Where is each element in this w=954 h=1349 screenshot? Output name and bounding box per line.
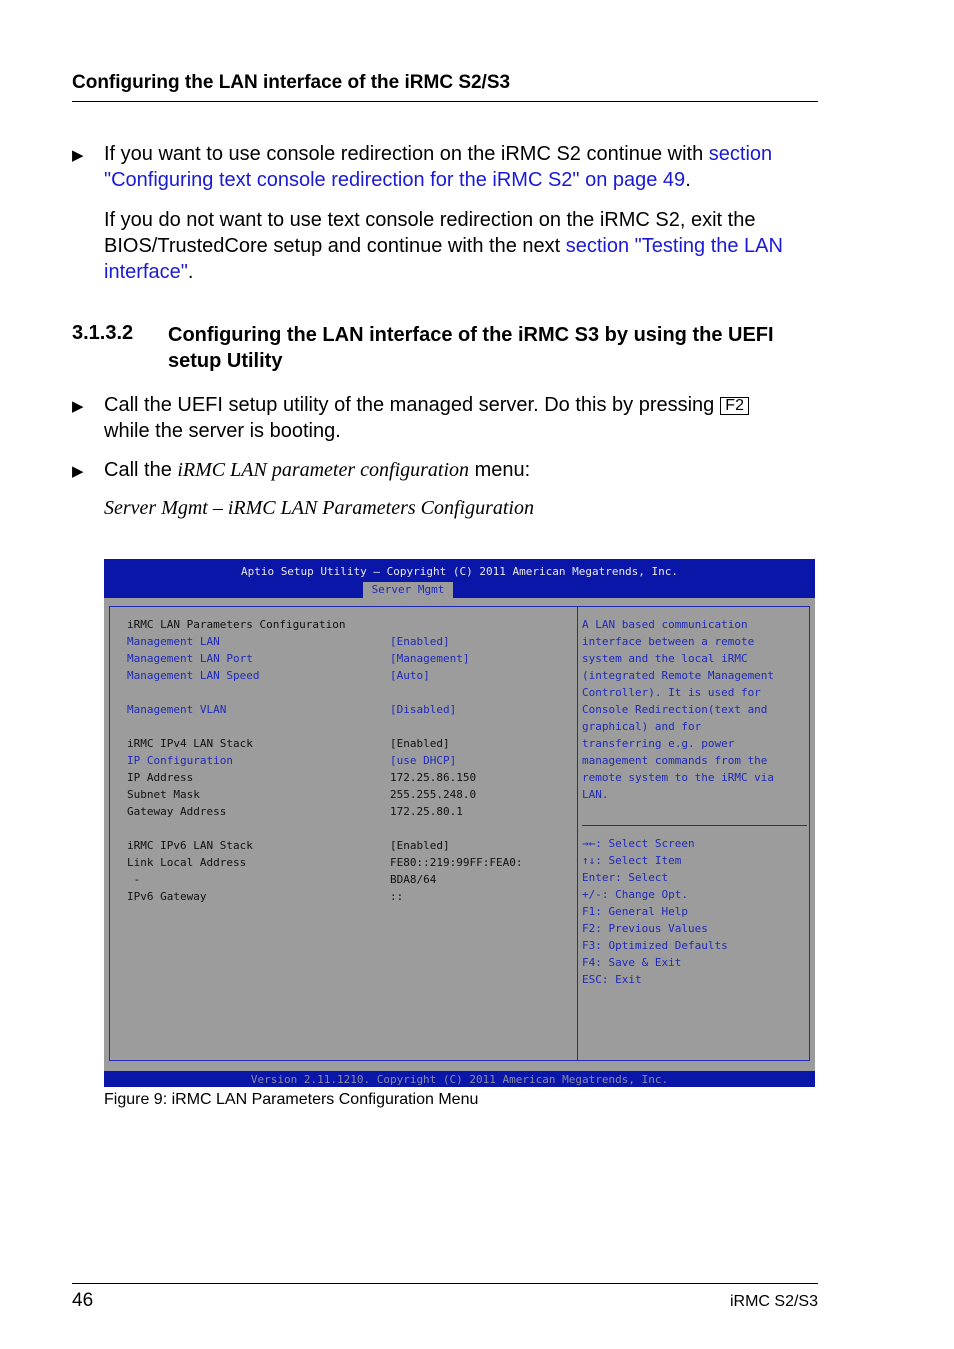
bios-version: Version 2.11.1210. Copyright (C) 2011 American Megatrends, Inc. — [250, 1073, 669, 1086]
bios-title-bar — [104, 559, 815, 598]
paragraph-console-redirection — [104, 141, 820, 193]
bios-setting-label[interactable]: Management LAN Port — [127, 652, 253, 665]
footer-rule — [72, 1283, 818, 1284]
figure-caption: Figure 9: iRMC LAN Parameters Configuration Menu — [104, 1091, 479, 1108]
bios-setting-value[interactable]: [Disabled] — [390, 703, 457, 716]
link-testing-lan-cont[interactable]: interface" — [104, 261, 188, 283]
bios-panel-divider — [577, 606, 578, 1061]
bios-status-bar — [104, 1071, 815, 1087]
para2-line1: If you do not want to use text console redirection on the iRMC S2, exit the — [104, 209, 756, 231]
bios-setting-label: - — [127, 873, 141, 886]
bios-setting-value[interactable]: [Auto] — [390, 669, 430, 682]
bullet-arrow-icon: ▶ — [72, 147, 84, 164]
bios-setting-value[interactable]: [Enabled] — [390, 635, 450, 648]
bios-help-line: Controller). It is used for — [582, 686, 761, 699]
bios-key-hint: ↑↓: Select Item — [582, 854, 682, 867]
bios-help-line: transferring e.g. power — [582, 737, 735, 750]
bios-setting-label: Subnet Mask — [127, 788, 200, 801]
menu-path: Server Mgmt – iRMC LAN Parameters Configuration — [104, 497, 534, 519]
para1-end: . — [685, 169, 691, 191]
bios-setting-label[interactable]: Management LAN — [127, 635, 220, 648]
bios-setting-value: 255.255.248.0 — [390, 788, 477, 801]
bios-screenshot — [104, 559, 815, 1087]
link-section-word[interactable]: section — [708, 143, 773, 165]
step-call-uefi — [104, 392, 820, 444]
bios-setting-label[interactable]: Management LAN Speed — [127, 669, 260, 682]
bios-key-hint: +/-: Change Opt. — [582, 888, 688, 901]
bios-key-hint: ESC: Exit — [582, 973, 642, 986]
bios-setting-label: iRMC IPv6 LAN Stack — [127, 839, 253, 852]
running-header-title: Configuring the LAN interface of the iRMC S2/S3 — [72, 72, 511, 93]
bios-help-line: LAN. — [582, 788, 609, 801]
step1-text2: while the server is booting. — [104, 420, 341, 442]
step2-menu-name: iRMC LAN parameter configuration — [177, 459, 470, 481]
bios-setting-label: Gateway Address — [127, 805, 227, 818]
bios-tab-server-mgmt[interactable]: Server Mgmt — [363, 582, 453, 598]
bios-key-hint: F4: Save & Exit — [582, 956, 682, 969]
bios-help-line: A LAN based communication — [582, 618, 748, 631]
bios-help-divider — [582, 825, 807, 826]
bios-key-hint: F1: General Help — [582, 905, 688, 918]
header-rule — [72, 101, 818, 102]
page-number: 46 — [72, 1290, 94, 1311]
bios-key-hint: Enter: Select — [582, 871, 669, 884]
bios-help-line: remote system to the iRMC via — [582, 771, 775, 784]
footer-product: iRMC S2/S3 — [729, 1293, 818, 1310]
step-call-menu — [104, 457, 820, 483]
paragraph-exit-bios — [104, 207, 820, 285]
bios-setting-value: 172.25.86.150 — [390, 771, 477, 784]
bios-key-hint: F3: Optimized Defaults — [582, 939, 728, 952]
bios-help-line: (integrated Remote Management — [582, 669, 775, 682]
bios-setting-value: BDA8/64 — [390, 873, 437, 886]
para2-line2: BIOS/TrustedCore setup and continue with the next — [104, 235, 566, 257]
bullet-arrow-icon: ▶ — [72, 463, 84, 480]
bios-key-hint: →←: Select Screen — [582, 837, 695, 850]
bios-setting-value[interactable]: [use DHCP] — [390, 754, 457, 767]
bios-setting-value: 172.25.80.1 — [390, 805, 463, 818]
bios-key-hint: F2: Previous Values — [582, 922, 708, 935]
step2-post: menu: — [469, 459, 531, 481]
bios-help-line: interface between a remote — [582, 635, 755, 648]
bios-help-line: system and the local iRMC — [582, 652, 748, 665]
bios-setting-label: Link Local Address — [127, 856, 247, 869]
bios-setting-value: [Enabled] — [390, 737, 450, 750]
bios-setting-value: [Enabled] — [390, 839, 450, 852]
bios-help-line: Console Redirection(text and — [582, 703, 768, 716]
step2-pre: Call the — [104, 459, 178, 481]
bios-setting-value: :: — [390, 890, 404, 903]
bios-setting-label[interactable]: Management VLAN — [127, 703, 227, 716]
bios-setting-label[interactable]: IP Configuration — [127, 754, 233, 767]
bullet-arrow-icon: ▶ — [72, 398, 84, 415]
bios-setting-label: IP Address — [127, 771, 194, 784]
bios-title: Aptio Setup Utility – Copyright (C) 2011 American Megatrends, Inc. — [240, 565, 679, 578]
link-configuring-text-console[interactable]: "Configuring text console redirection for the iRMC S2" on page 49 — [104, 169, 686, 191]
bios-help-line: management commands from the — [582, 754, 768, 767]
bios-setting-label: iRMC IPv4 LAN Stack — [127, 737, 253, 750]
para1-text: If you want to use console redirection on the iRMC S2 continue with — [104, 143, 709, 165]
bios-setting-value[interactable]: [Management] — [390, 652, 470, 665]
bios-heading: iRMC LAN Parameters Configuration — [127, 618, 346, 631]
bios-setting-value: FE80::219:99FF:FEA0: — [390, 856, 523, 869]
para2-end: . — [187, 261, 194, 283]
section-number: 3.1.3.2 — [72, 322, 134, 344]
link-testing-lan[interactable]: section "Testing the LAN — [565, 235, 783, 257]
bios-setting-label: IPv6 Gateway — [127, 890, 207, 903]
section-title: Configuring the LAN interface of the iRMC S3 by using the UEFI setup Utility — [168, 324, 774, 372]
bios-help-line: graphical) and for — [582, 720, 702, 733]
f2-key: F2 — [720, 397, 749, 415]
step1-text: Call the UEFI setup utility of the managed server. Do this by pressing — [104, 394, 715, 416]
